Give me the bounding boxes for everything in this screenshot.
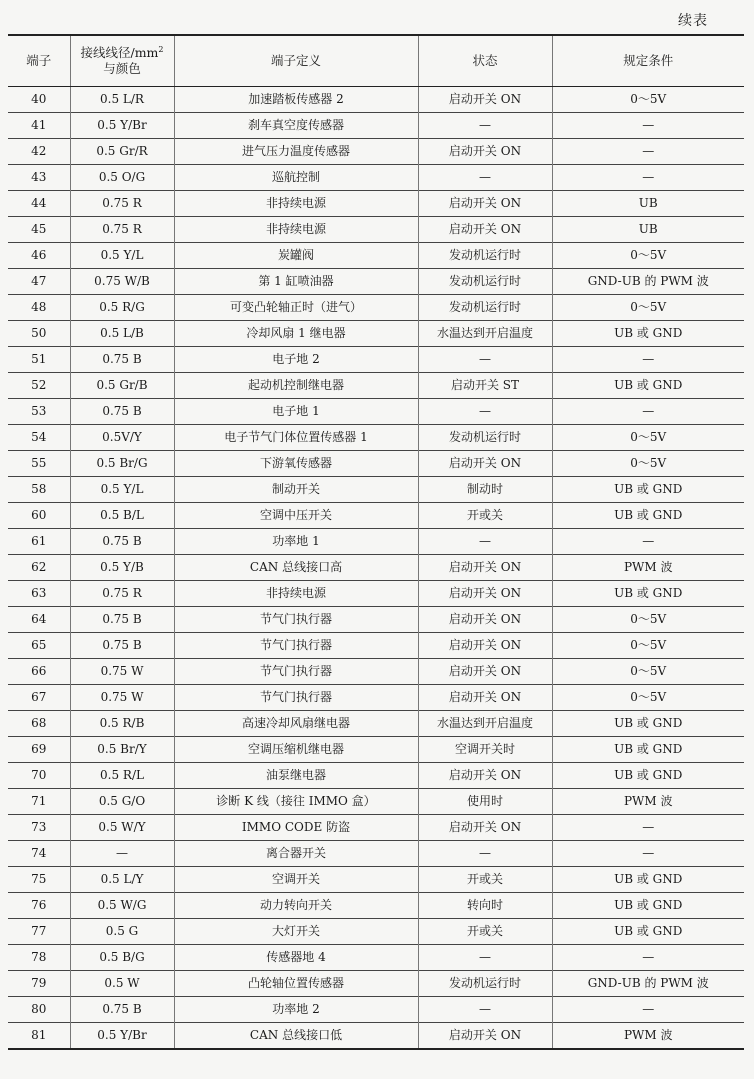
cell-wire: 0.75 B xyxy=(70,607,174,633)
cell-condition: UB xyxy=(552,217,744,243)
header-row xyxy=(8,35,744,87)
cell-pin: 67 xyxy=(8,685,70,711)
cell-pin: 77 xyxy=(8,919,70,945)
table-row xyxy=(8,919,744,945)
cell-state: 发动机运行时 xyxy=(418,425,552,451)
cell-wire: 0.75 W/B xyxy=(70,269,174,295)
cell-condition: UB 或 GND xyxy=(552,763,744,789)
cell-state: 启动开关 ON xyxy=(418,191,552,217)
cell-state: 发动机运行时 xyxy=(418,295,552,321)
cell-pin: 66 xyxy=(8,659,70,685)
cell-condition: PWM 波 xyxy=(552,555,744,581)
cell-pin: 54 xyxy=(8,425,70,451)
cell-condition: 0～5V xyxy=(552,607,744,633)
table-row xyxy=(8,971,744,997)
cell-wire: 0.5 W/Y xyxy=(70,815,174,841)
cell-definition: 节气门执行器 xyxy=(174,633,418,659)
table-row xyxy=(8,997,744,1023)
cell-wire: 0.5 Y/Br xyxy=(70,1023,174,1050)
cell-condition: 0～5V xyxy=(552,295,744,321)
continuation-label: 续表 xyxy=(678,13,708,29)
cell-condition: 0～5V xyxy=(552,243,744,269)
table-body xyxy=(8,87,744,1050)
table-row xyxy=(8,893,744,919)
cell-pin: 45 xyxy=(8,217,70,243)
cell-condition: — xyxy=(552,165,744,191)
cell-wire: 0.5 G/O xyxy=(70,789,174,815)
cell-state: — xyxy=(418,997,552,1023)
table-row xyxy=(8,607,744,633)
cell-definition: 下游氧传感器 xyxy=(174,451,418,477)
cell-state: 启动开关 ON xyxy=(418,607,552,633)
cell-pin: 71 xyxy=(8,789,70,815)
cell-pin: 79 xyxy=(8,971,70,997)
cell-condition: GND-UB 的 PWM 波 xyxy=(552,971,744,997)
cell-definition: 空调中压开关 xyxy=(174,503,418,529)
cell-condition: PWM 波 xyxy=(552,1023,744,1050)
cell-definition: 电子地 2 xyxy=(174,347,418,373)
cell-state: 水温达到开启温度 xyxy=(418,321,552,347)
table-row xyxy=(8,347,744,373)
page-header xyxy=(0,0,754,34)
table-row xyxy=(8,139,744,165)
cell-pin: 51 xyxy=(8,347,70,373)
cell-pin: 74 xyxy=(8,841,70,867)
table-row xyxy=(8,191,744,217)
cell-definition: 诊断 K 线（接往 IMMO 盒） xyxy=(174,789,418,815)
cell-definition: 炭罐阀 xyxy=(174,243,418,269)
cell-condition: PWM 波 xyxy=(552,789,744,815)
cell-pin: 73 xyxy=(8,815,70,841)
cell-definition: 节气门执行器 xyxy=(174,659,418,685)
cell-state: 启动开关 ON xyxy=(418,1023,552,1050)
table-row xyxy=(8,269,744,295)
cell-state: — xyxy=(418,165,552,191)
cell-wire: 0.5 L/B xyxy=(70,321,174,347)
cell-state: 启动开关 ON xyxy=(418,217,552,243)
table-row xyxy=(8,373,744,399)
cell-state: 开或关 xyxy=(418,503,552,529)
cell-definition: 凸轮轴位置传感器 xyxy=(174,971,418,997)
cell-condition: UB 或 GND xyxy=(552,919,744,945)
cell-definition: CAN 总线接口低 xyxy=(174,1023,418,1050)
cell-state: 水温达到开启温度 xyxy=(418,711,552,737)
header-condition: 规定条件 xyxy=(552,35,744,87)
table-header xyxy=(8,35,744,87)
cell-wire: 0.5 W xyxy=(70,971,174,997)
cell-definition: 巡航控制 xyxy=(174,165,418,191)
cell-definition: 起动机控制继电器 xyxy=(174,373,418,399)
cell-wire: 0.5 R/B xyxy=(70,711,174,737)
cell-definition: IMMO CODE 防盗 xyxy=(174,815,418,841)
cell-pin: 62 xyxy=(8,555,70,581)
cell-wire: 0.5 R/L xyxy=(70,763,174,789)
table-row xyxy=(8,841,744,867)
cell-pin: 80 xyxy=(8,997,70,1023)
cell-definition: CAN 总线接口高 xyxy=(174,555,418,581)
cell-condition: UB 或 GND xyxy=(552,581,744,607)
cell-pin: 42 xyxy=(8,139,70,165)
cell-state: 使用时 xyxy=(418,789,552,815)
cell-pin: 55 xyxy=(8,451,70,477)
table-row xyxy=(8,503,744,529)
cell-definition: 进气压力温度传感器 xyxy=(174,139,418,165)
cell-definition: 功率地 2 xyxy=(174,997,418,1023)
cell-definition: 第 1 缸喷油器 xyxy=(174,269,418,295)
cell-wire: 0.75 B xyxy=(70,399,174,425)
cell-condition: — xyxy=(552,347,744,373)
cell-state: 开或关 xyxy=(418,919,552,945)
cell-condition: UB 或 GND xyxy=(552,477,744,503)
cell-state: 启动开关 ON xyxy=(418,581,552,607)
cell-wire: 0.5 Gr/R xyxy=(70,139,174,165)
cell-pin: 43 xyxy=(8,165,70,191)
cell-condition: UB 或 GND xyxy=(552,711,744,737)
table-row xyxy=(8,711,744,737)
cell-condition: UB 或 GND xyxy=(552,893,744,919)
cell-condition: 0～5V xyxy=(552,425,744,451)
cell-state: — xyxy=(418,347,552,373)
cell-state: — xyxy=(418,113,552,139)
cell-definition: 冷却风扇 1 继电器 xyxy=(174,321,418,347)
cell-pin: 47 xyxy=(8,269,70,295)
cell-condition: — xyxy=(552,113,744,139)
cell-definition: 功率地 1 xyxy=(174,529,418,555)
cell-wire: 0.5 O/G xyxy=(70,165,174,191)
cell-pin: 46 xyxy=(8,243,70,269)
cell-pin: 70 xyxy=(8,763,70,789)
cell-pin: 81 xyxy=(8,1023,70,1050)
cell-condition: — xyxy=(552,815,744,841)
cell-state: 启动开关 ON xyxy=(418,87,552,113)
table-row xyxy=(8,555,744,581)
cell-state: — xyxy=(418,399,552,425)
table-row xyxy=(8,451,744,477)
cell-pin: 58 xyxy=(8,477,70,503)
cell-state: 发动机运行时 xyxy=(418,269,552,295)
cell-definition: 空调开关 xyxy=(174,867,418,893)
cell-definition: 非持续电源 xyxy=(174,217,418,243)
table-row xyxy=(8,633,744,659)
table-row xyxy=(8,815,744,841)
cell-pin: 75 xyxy=(8,867,70,893)
cell-state: 启动开关 ON xyxy=(418,555,552,581)
cell-wire: 0.75 R xyxy=(70,217,174,243)
table-row xyxy=(8,477,744,503)
table-row xyxy=(8,945,744,971)
cell-definition: 离合器开关 xyxy=(174,841,418,867)
cell-wire: 0.75 W xyxy=(70,659,174,685)
cell-state: 启动开关 ON xyxy=(418,685,552,711)
cell-condition: UB 或 GND xyxy=(552,737,744,763)
cell-pin: 63 xyxy=(8,581,70,607)
cell-wire: 0.75 B xyxy=(70,633,174,659)
cell-definition: 非持续电源 xyxy=(174,191,418,217)
table-row xyxy=(8,243,744,269)
cell-state: 启动开关 ON xyxy=(418,659,552,685)
cell-definition: 电子地 1 xyxy=(174,399,418,425)
table-row xyxy=(8,529,744,555)
cell-pin: 53 xyxy=(8,399,70,425)
cell-condition: 0～5V xyxy=(552,451,744,477)
header-definition: 端子定义 xyxy=(174,35,418,87)
table-row xyxy=(8,321,744,347)
pin-definition-table xyxy=(8,34,744,1050)
cell-state: 启动开关 ON xyxy=(418,633,552,659)
cell-condition: — xyxy=(552,997,744,1023)
cell-wire: 0.5 R/G xyxy=(70,295,174,321)
cell-state: 制动时 xyxy=(418,477,552,503)
cell-wire: 0.75 B xyxy=(70,347,174,373)
cell-definition: 空调压缩机继电器 xyxy=(174,737,418,763)
cell-definition: 非持续电源 xyxy=(174,581,418,607)
header-wire xyxy=(70,35,174,87)
cell-wire: 0.75 R xyxy=(70,581,174,607)
cell-wire: 0.5 Br/G xyxy=(70,451,174,477)
header-wire-line2: 与颜色 xyxy=(103,61,141,76)
header-wire-superscript: 2 xyxy=(158,44,164,54)
cell-pin: 69 xyxy=(8,737,70,763)
cell-wire: 0.75 B xyxy=(70,529,174,555)
cell-pin: 50 xyxy=(8,321,70,347)
cell-condition: UB xyxy=(552,191,744,217)
table-row xyxy=(8,1023,744,1050)
table-row xyxy=(8,867,744,893)
cell-definition: 电子节气门体位置传感器 1 xyxy=(174,425,418,451)
cell-state: 启动开关 ON xyxy=(418,815,552,841)
cell-condition: UB 或 GND xyxy=(552,321,744,347)
cell-wire: 0.5 B/L xyxy=(70,503,174,529)
cell-wire: 0.5 Y/B xyxy=(70,555,174,581)
cell-condition: 0～5V xyxy=(552,659,744,685)
header-state: 状态 xyxy=(418,35,552,87)
cell-definition: 可变凸轮轴正时（进气） xyxy=(174,295,418,321)
table-row xyxy=(8,399,744,425)
cell-condition: 0～5V xyxy=(552,685,744,711)
cell-state: 空调开关时 xyxy=(418,737,552,763)
cell-pin: 65 xyxy=(8,633,70,659)
cell-state: — xyxy=(418,945,552,971)
cell-state: 发动机运行时 xyxy=(418,971,552,997)
cell-definition: 传感器地 4 xyxy=(174,945,418,971)
table-row xyxy=(8,581,744,607)
cell-pin: 68 xyxy=(8,711,70,737)
cell-state: 启动开关 ST xyxy=(418,373,552,399)
cell-wire: 0.5 W/G xyxy=(70,893,174,919)
header-pin: 端子 xyxy=(8,35,70,87)
cell-state: 转向时 xyxy=(418,893,552,919)
cell-wire: 0.5 G xyxy=(70,919,174,945)
cell-condition: — xyxy=(552,139,744,165)
cell-definition: 油泵继电器 xyxy=(174,763,418,789)
cell-condition: — xyxy=(552,945,744,971)
cell-wire: — xyxy=(70,841,174,867)
cell-pin: 52 xyxy=(8,373,70,399)
cell-condition: GND-UB 的 PWM 波 xyxy=(552,269,744,295)
cell-pin: 41 xyxy=(8,113,70,139)
cell-pin: 76 xyxy=(8,893,70,919)
cell-wire: 0.5V/Y xyxy=(70,425,174,451)
cell-definition: 大灯开关 xyxy=(174,919,418,945)
table-row xyxy=(8,87,744,113)
cell-state: — xyxy=(418,841,552,867)
cell-pin: 64 xyxy=(8,607,70,633)
cell-wire: 0.5 Y/L xyxy=(70,243,174,269)
cell-wire: 0.5 Y/Br xyxy=(70,113,174,139)
cell-wire: 0.5 B/G xyxy=(70,945,174,971)
cell-state: 启动开关 ON xyxy=(418,763,552,789)
cell-wire: 0.5 Y/L xyxy=(70,477,174,503)
table-row xyxy=(8,295,744,321)
cell-definition: 高速冷却风扇继电器 xyxy=(174,711,418,737)
cell-condition: — xyxy=(552,529,744,555)
header-wire-line1: 接线线径/mm xyxy=(80,45,159,60)
cell-pin: 60 xyxy=(8,503,70,529)
table-row xyxy=(8,113,744,139)
cell-wire: 0.75 B xyxy=(70,997,174,1023)
cell-wire: 0.75 W xyxy=(70,685,174,711)
cell-definition: 刹车真空度传感器 xyxy=(174,113,418,139)
cell-definition: 节气门执行器 xyxy=(174,607,418,633)
cell-pin: 40 xyxy=(8,87,70,113)
cell-definition: 节气门执行器 xyxy=(174,685,418,711)
cell-wire: 0.5 L/Y xyxy=(70,867,174,893)
cell-condition: 0～5V xyxy=(552,633,744,659)
table-row xyxy=(8,789,744,815)
cell-condition: UB 或 GND xyxy=(552,867,744,893)
table-row xyxy=(8,217,744,243)
cell-condition: — xyxy=(552,841,744,867)
cell-pin: 78 xyxy=(8,945,70,971)
cell-pin: 61 xyxy=(8,529,70,555)
cell-wire: 0.5 L/R xyxy=(70,87,174,113)
table-row xyxy=(8,737,744,763)
cell-state: — xyxy=(418,529,552,555)
cell-state: 发动机运行时 xyxy=(418,243,552,269)
cell-state: 开或关 xyxy=(418,867,552,893)
cell-condition: 0～5V xyxy=(552,87,744,113)
cell-pin: 48 xyxy=(8,295,70,321)
table-row xyxy=(8,165,744,191)
cell-wire: 0.5 Br/Y xyxy=(70,737,174,763)
table-row xyxy=(8,425,744,451)
cell-definition: 制动开关 xyxy=(174,477,418,503)
cell-wire: 0.5 Gr/B xyxy=(70,373,174,399)
cell-state: 启动开关 ON xyxy=(418,139,552,165)
table-row xyxy=(8,763,744,789)
cell-condition: UB 或 GND xyxy=(552,373,744,399)
cell-state: 启动开关 ON xyxy=(418,451,552,477)
cell-pin: 44 xyxy=(8,191,70,217)
cell-definition: 动力转向开关 xyxy=(174,893,418,919)
cell-definition: 加速踏板传感器 2 xyxy=(174,87,418,113)
cell-condition: UB 或 GND xyxy=(552,503,744,529)
table-row xyxy=(8,659,744,685)
table-row xyxy=(8,685,744,711)
cell-wire: 0.75 R xyxy=(70,191,174,217)
cell-condition: — xyxy=(552,399,744,425)
